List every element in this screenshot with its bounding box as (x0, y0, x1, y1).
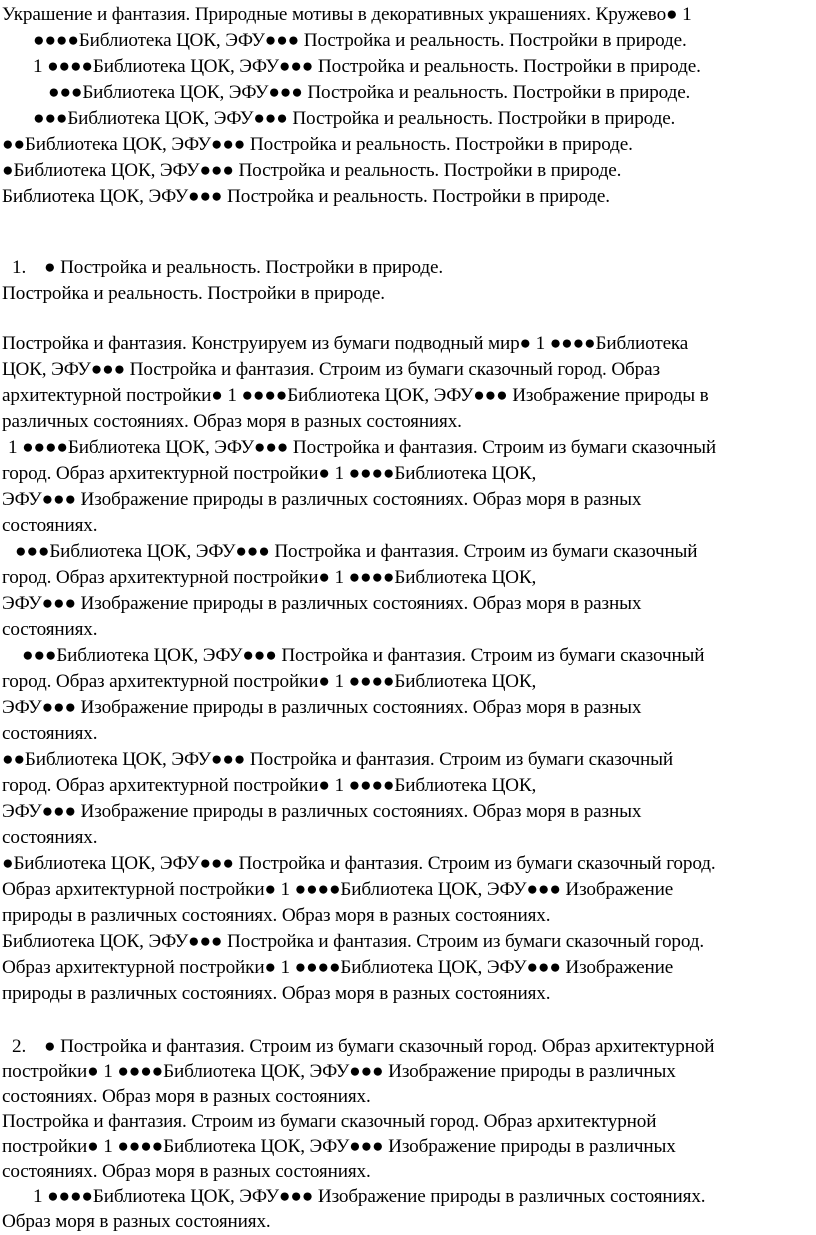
text-line: ●●●Библиотека ЦОК, ЭФУ●●● Постройка и реальность. Постройки в природе. (48, 82, 691, 103)
text-line: ●●Библиотека ЦОК, ЭФУ●●● Постройка и фантазия. Строим из бумаги сказочный (2, 749, 673, 770)
text-line: состояниях. (2, 619, 98, 640)
text-line: город. Образ архитектурной постройки● 1 ●●●●Библиотека ЦОК, (2, 671, 537, 692)
text-line: 1 ●●●●Библиотека ЦОК, ЭФУ●●● Постройка и фантазия. Строим из бумаги сказочный (8, 437, 716, 458)
text-line: ●●●Библиотека ЦОК, ЭФУ●●● Постройка и реальность. Постройки в природе. (33, 108, 676, 129)
text-line: Образ архитектурной постройки● 1 ●●●●Библиотека ЦОК, ЭФУ●●● Изображение (2, 879, 674, 900)
text-line: состояниях. (2, 827, 98, 848)
text-line: ЭФУ●●● Изображение природы в различных состояниях. Образ моря в разных (2, 801, 642, 822)
text-line: Постройка и фантазия. Строим из бумаги сказочный город. Образ архитектурной (2, 1111, 657, 1132)
text-line: Образ архитектурной постройки● 1 ●●●●Библиотека ЦОК, ЭФУ●●● Изображение (2, 957, 674, 978)
text-line: ●●●●Библиотека ЦОК, ЭФУ●●● Постройка и реальность. Постройки в природе. (33, 30, 687, 51)
text-line: ЦОК, ЭФУ●●● Постройка и фантазия. Строим из бумаги сказочный город. Образ (2, 359, 660, 380)
text-line: Библиотека ЦОК, ЭФУ●●● Постройка и реальность. Постройки в природе. (2, 186, 610, 207)
text-line: природы в различных состояниях. Образ моря в разных состояниях. (2, 983, 551, 1004)
text-line: состояниях. (2, 515, 98, 536)
text-line: ЭФУ●●● Изображение природы в различных состояниях. Образ моря в разных (2, 593, 642, 614)
text-line: 1 ●●●●Библиотека ЦОК, ЭФУ●●● Изображение природы в различных состояниях. (33, 1186, 706, 1207)
text-line: постройки● 1 ●●●●Библиотека ЦОК, ЭФУ●●● Изображение природы в различных (2, 1136, 676, 1157)
text-line: Постройка и фантазия. Конструируем из бумаги подводный мир● 1 ●●●●Библиотека (2, 333, 689, 354)
text-line: природы в различных состояниях. Образ моря в разных состояниях. (2, 905, 551, 926)
text-line: состояниях. Образ моря в разных состояниях. (2, 1161, 371, 1182)
text-line: состояниях. (2, 723, 98, 744)
text-line: город. Образ архитектурной постройки● 1 ●●●●Библиотека ЦОК, (2, 775, 537, 796)
text-line: Украшение и фантазия. Природные мотивы в декоративных украшениях. Кружево● 1 (2, 4, 692, 25)
text-line: ●Библиотека ЦОК, ЭФУ●●● Постройка и фантазия. Строим из бумаги сказочный город. (2, 853, 716, 874)
list-item-text: ● Постройка и фантазия. Строим из бумаги сказочный город. Образ архитектурной (44, 1036, 715, 1057)
text-line: различных состояниях. Образ моря в разных состояниях. (2, 411, 462, 432)
text-line: ●●●Библиотека ЦОК, ЭФУ●●● Постройка и фантазия. Строим из бумаги сказочный (22, 645, 705, 666)
text-line: архитектурной постройки● 1 ●●●●Библиотека ЦОК, ЭФУ●●● Изображение природы в (2, 385, 709, 406)
text-line: Постройка и реальность. Постройки в природе. (2, 283, 385, 304)
list-item-number: 2. (12, 1036, 27, 1057)
text-line: постройки● 1 ●●●●Библиотека ЦОК, ЭФУ●●● Изображение природы в различных (2, 1061, 676, 1082)
text-line: город. Образ архитектурной постройки● 1 ●●●●Библиотека ЦОК, (2, 567, 537, 588)
text-line: ЭФУ●●● Изображение природы в различных состояниях. Образ моря в разных (2, 697, 642, 718)
text-line: город. Образ архитектурной постройки● 1 ●●●●Библиотека ЦОК, (2, 463, 537, 484)
text-line: ●●●Библиотека ЦОК, ЭФУ●●● Постройка и фантазия. Строим из бумаги сказочный (15, 541, 698, 562)
text-line: Образ моря в разных состояниях. (2, 1211, 271, 1232)
list-item-number: 1. (12, 257, 27, 278)
list-item-text: ● Постройка и реальность. Постройки в природе. (44, 257, 443, 278)
text-line: состояниях. Образ моря в разных состояниях. (2, 1086, 371, 1107)
text-line: ●Библиотека ЦОК, ЭФУ●●● Постройка и реальность. Постройки в природе. (2, 160, 622, 181)
text-line: 1 ●●●●Библиотека ЦОК, ЭФУ●●● Постройка и реальность. Постройки в природе. (33, 56, 701, 77)
text-line: ●●Библиотека ЦОК, ЭФУ●●● Постройка и реальность. Постройки в природе. (2, 134, 633, 155)
text-line: ЭФУ●●● Изображение природы в различных состояниях. Образ моря в разных (2, 489, 642, 510)
text-line: Библиотека ЦОК, ЭФУ●●● Постройка и фантазия. Строим из бумаги сказочный город. (2, 931, 705, 952)
